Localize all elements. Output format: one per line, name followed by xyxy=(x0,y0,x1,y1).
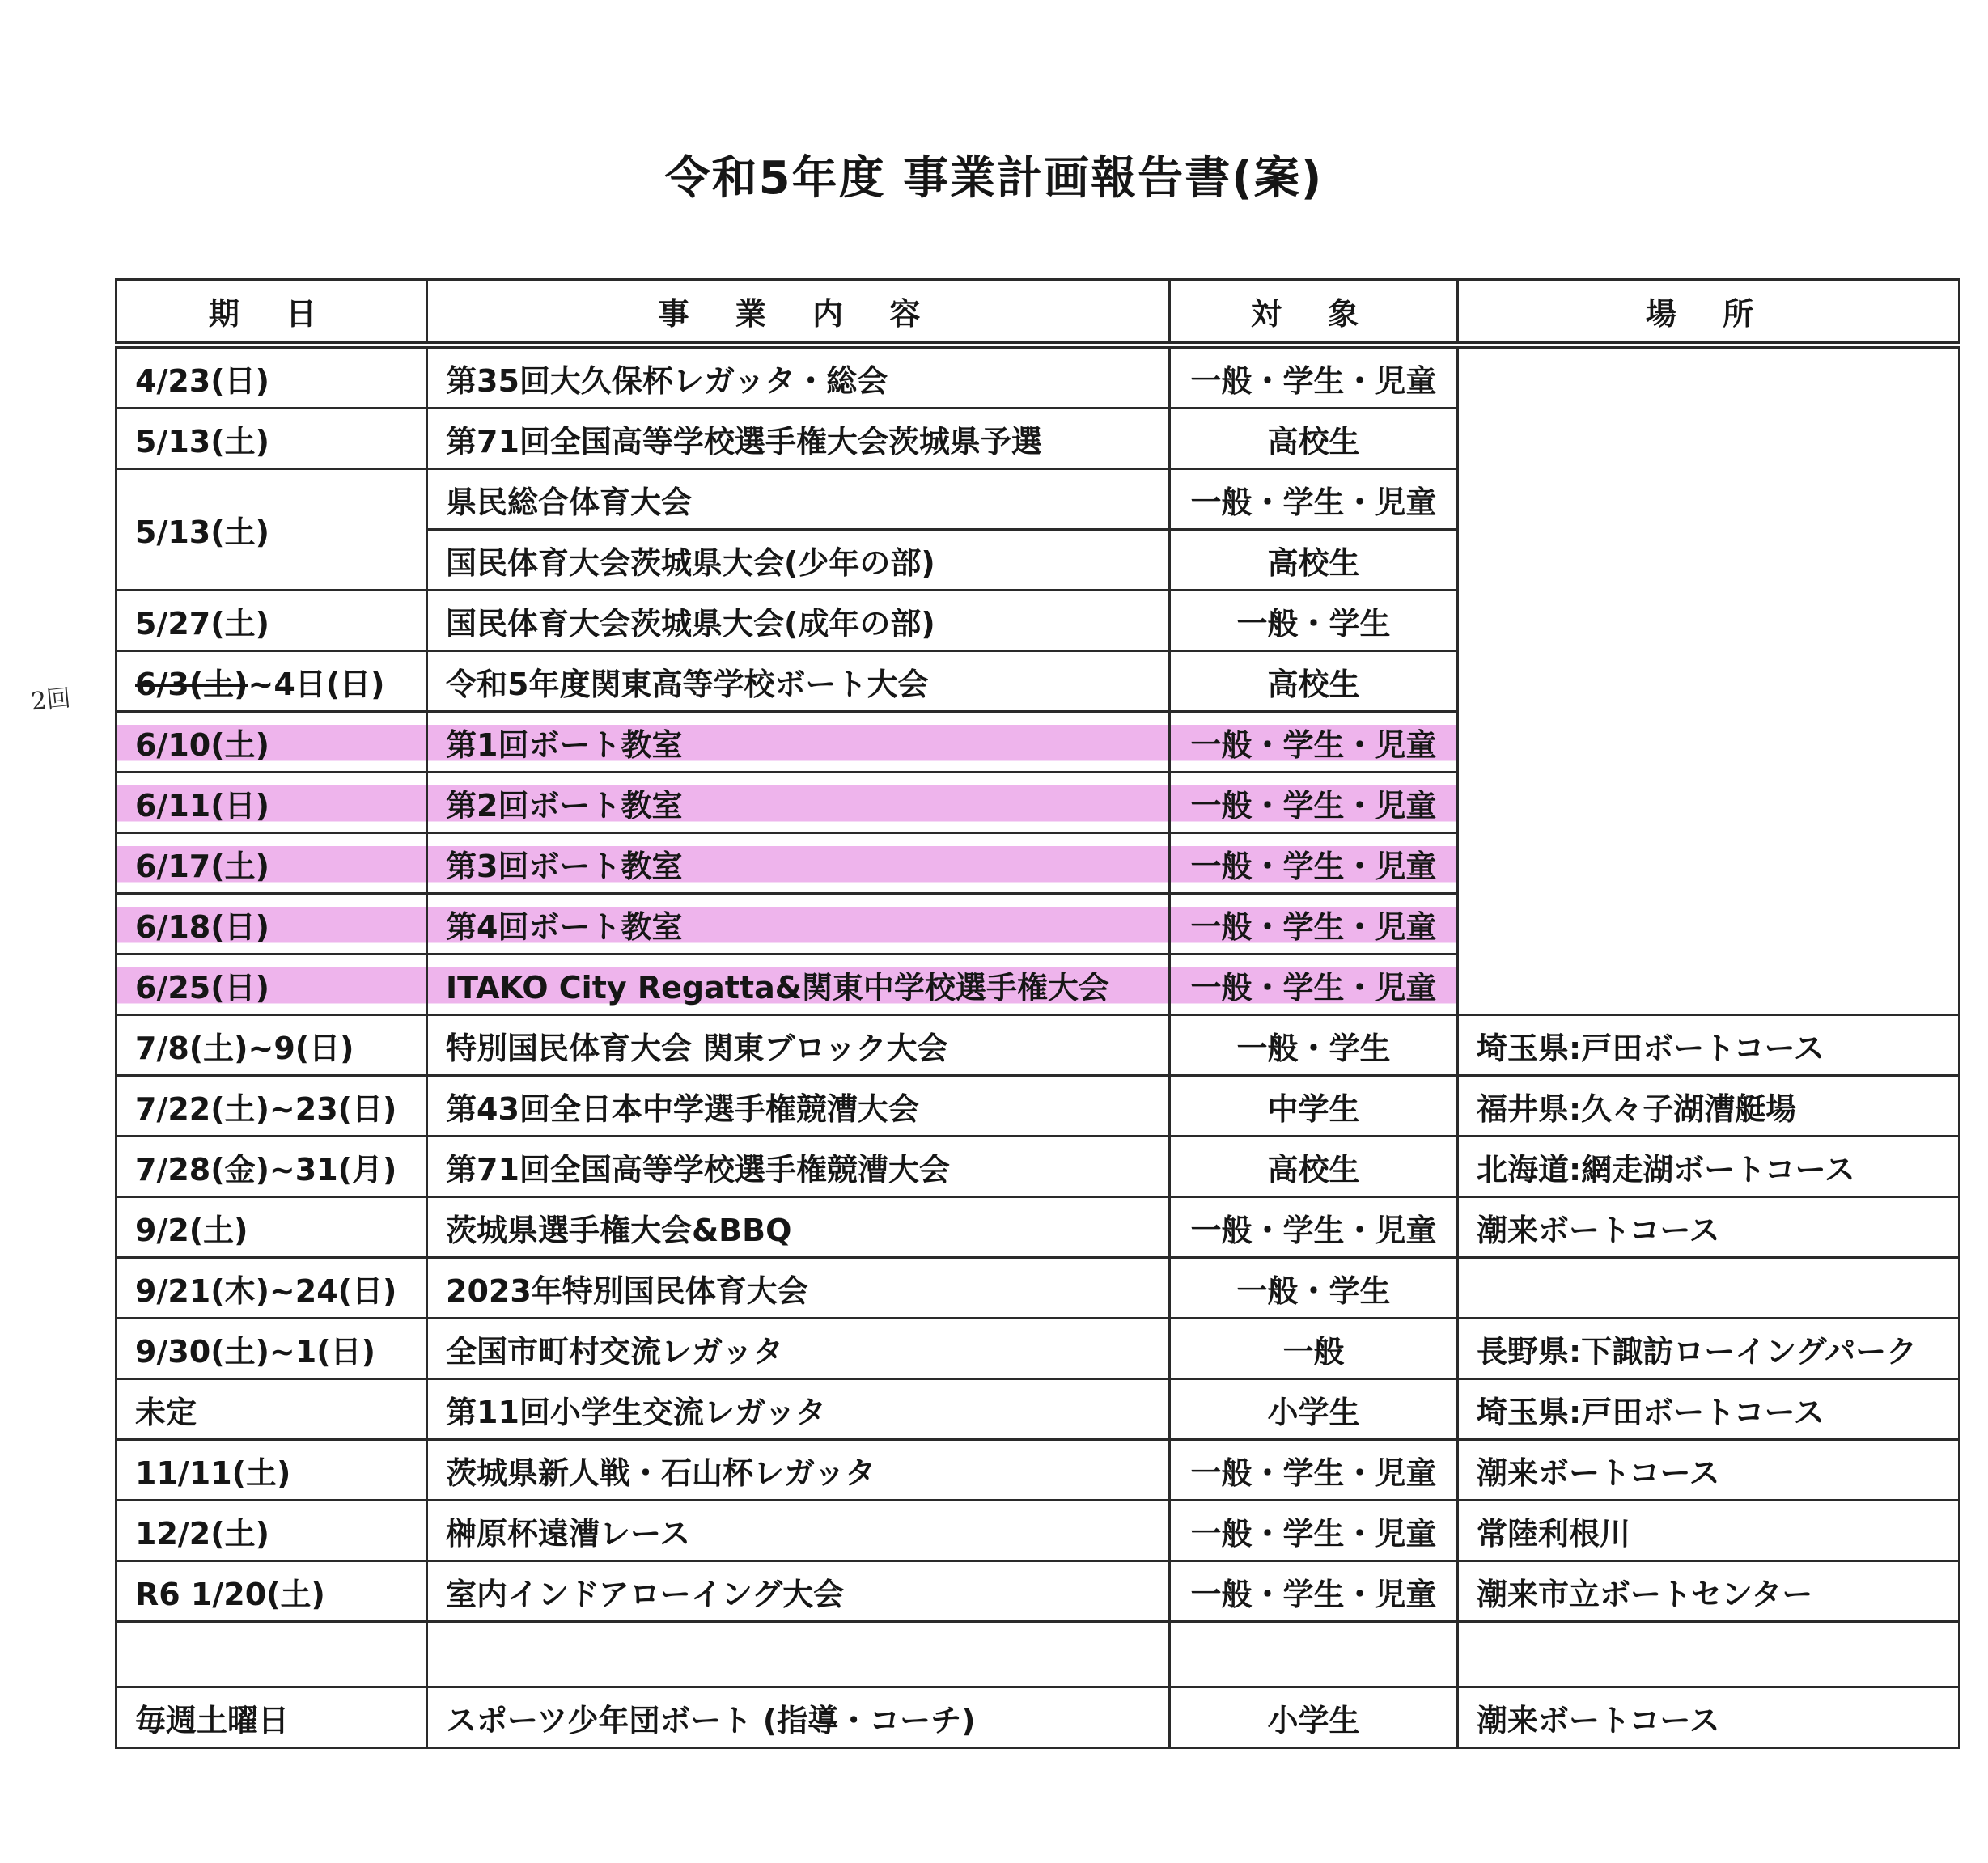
table-row xyxy=(117,345,1960,409)
date-cell: R6 1/20(土) xyxy=(117,1561,427,1622)
target-cell: 一般・学生 xyxy=(1170,591,1458,651)
table-row xyxy=(117,1687,1960,1748)
target-cell: 一般・学生・児童 xyxy=(1170,773,1458,833)
table-row xyxy=(117,1076,1960,1137)
target-cell: 小学生 xyxy=(1170,1379,1458,1440)
struck-date: 6/3(土) xyxy=(135,666,248,702)
event-cell: 室内インドアローイング大会 xyxy=(427,1561,1170,1622)
event-cell: 榊原杯遠漕レース xyxy=(427,1501,1170,1561)
target-cell: 高校生 xyxy=(1170,530,1458,591)
event-cell: 特別国民体育大会 関東ブロック大会 xyxy=(427,1015,1170,1076)
date-cell: 6/10(土) xyxy=(117,712,427,773)
target-cell: 一般・学生・児童 xyxy=(1170,894,1458,955)
date-cell: 5/13(土) xyxy=(117,409,427,469)
target-cell: 一般・学生・児童 xyxy=(1170,1501,1458,1561)
table-row-empty xyxy=(117,1622,1960,1687)
header-target: 対 象 xyxy=(1170,280,1458,345)
document-title: 令和5年度 事業計画報告書(案) xyxy=(664,151,1324,205)
event-cell: 第71回全国高等学校選手権競漕大会 xyxy=(427,1137,1170,1197)
event-cell: 第11回小学生交流レガッタ xyxy=(427,1379,1170,1440)
event-cell: 第71回全国高等学校選手権大会茨城県予選 xyxy=(427,409,1170,469)
table-row xyxy=(117,1440,1960,1501)
date-cell: 12/2(土) xyxy=(117,1501,427,1561)
table-row xyxy=(117,1379,1960,1440)
target-cell: 高校生 xyxy=(1170,651,1458,712)
table-row xyxy=(117,1258,1960,1319)
date-cell: 11/11(土) xyxy=(117,1440,427,1501)
date-cell xyxy=(117,651,427,712)
target-cell: 一般・学生・児童 xyxy=(1170,1440,1458,1501)
target-cell: 高校生 xyxy=(1170,1137,1458,1197)
event-cell: ITAKO City Regatta&関東中学校選手権大会 xyxy=(427,955,1170,1015)
header-date: 期 日 xyxy=(117,280,427,345)
target-cell: 一般 xyxy=(1170,1319,1458,1379)
date-cell: 6/11(日) xyxy=(117,773,427,833)
date-cell: 6/18(日) xyxy=(117,894,427,955)
target-cell: 小学生 xyxy=(1170,1687,1458,1748)
event-cell: 2023年特別国民体育大会 xyxy=(427,1258,1170,1319)
date-cell: 7/22(土)~23(日) xyxy=(117,1076,427,1137)
schedule-table xyxy=(115,278,1960,1749)
event-cell: 第4回ボート教室 xyxy=(427,894,1170,955)
event-cell: 第43回全日本中学選手権競漕大会 xyxy=(427,1076,1170,1137)
target-cell: 一般・学生・児童 xyxy=(1170,712,1458,773)
table-row xyxy=(117,1137,1960,1197)
place-cell: 長野県:下諏訪ローイングパーク xyxy=(1458,1319,1960,1379)
date-cell: 9/30(土)~1(日) xyxy=(117,1319,427,1379)
target-cell: 一般・学生・児童 xyxy=(1170,833,1458,894)
date-cell: 6/25(日) xyxy=(117,955,427,1015)
date-cell xyxy=(117,1622,427,1687)
event-cell xyxy=(427,1622,1170,1687)
place-cell: 北海道:網走湖ボートコース xyxy=(1458,1137,1960,1197)
target-cell: 一般・学生・児童 xyxy=(1170,469,1458,530)
place-cell: 潮来ボートコース xyxy=(1458,1440,1960,1501)
target-cell xyxy=(1170,1622,1458,1687)
header-place: 場 所 xyxy=(1458,280,1960,345)
event-cell: 第35回大久保杯レガッタ・総会 xyxy=(427,345,1170,409)
table-row xyxy=(117,1561,1960,1622)
event-cell: スポーツ少年団ボート (指導・コーチ) xyxy=(427,1687,1170,1748)
event-cell: 全国市町村交流レガッタ xyxy=(427,1319,1170,1379)
target-cell: 一般・学生・児童 xyxy=(1170,1561,1458,1622)
event-cell: 第2回ボート教室 xyxy=(427,773,1170,833)
place-cell: 埼玉県:戸田ボートコース xyxy=(1458,1015,1960,1076)
date-cell: 9/2(土) xyxy=(117,1197,427,1258)
place-cell: 福井県:久々子湖漕艇場 xyxy=(1458,1076,1960,1137)
date-cell: 5/13(土) xyxy=(117,469,427,591)
table-row xyxy=(117,1319,1960,1379)
event-cell: 県民総合体育大会 xyxy=(427,469,1170,530)
table-row xyxy=(117,1197,1960,1258)
event-cell: 令和5年度関東高等学校ボート大会 xyxy=(427,651,1170,712)
place-cell: 常陸利根川 xyxy=(1458,1501,1960,1561)
date-cell: 5/27(土) xyxy=(117,591,427,651)
date-cell: 未定 xyxy=(117,1379,427,1440)
event-cell: 茨城県新人戦・石山杯レガッタ xyxy=(427,1440,1170,1501)
place-cell xyxy=(1458,1622,1960,1687)
target-cell: 一般・学生 xyxy=(1170,1258,1458,1319)
target-cell: 高校生 xyxy=(1170,409,1458,469)
place-cell-merged xyxy=(1458,345,1960,1015)
date-cell: 7/28(金)~31(月) xyxy=(117,1137,427,1197)
target-cell: 一般・学生 xyxy=(1170,1015,1458,1076)
place-cell: 潮来市立ボートセンター xyxy=(1458,1561,1960,1622)
date-cell: 9/21(木)~24(日) xyxy=(117,1258,427,1319)
target-cell: 一般・学生・児童 xyxy=(1170,1197,1458,1258)
target-cell: 中学生 xyxy=(1170,1076,1458,1137)
date-cell: 7/8(土)~9(日) xyxy=(117,1015,427,1076)
event-cell: 国民体育大会茨城県大会(少年の部) xyxy=(427,530,1170,591)
event-cell: 第3回ボート教室 xyxy=(427,833,1170,894)
date-cell: 毎週土曜日 xyxy=(117,1687,427,1748)
target-cell: 一般・学生・児童 xyxy=(1170,345,1458,409)
header-event: 事 業 内 容 xyxy=(427,280,1170,345)
date-cell: 4/23(日) xyxy=(117,345,427,409)
handwritten-note: 2回 xyxy=(29,684,73,717)
draft-mark: 案 xyxy=(1253,151,1301,205)
event-cell: 茨城県選手権大会&BBQ xyxy=(427,1197,1170,1258)
place-cell: 潮来ボートコース xyxy=(1458,1197,1960,1258)
target-cell: 一般・学生・児童 xyxy=(1170,955,1458,1015)
table-row xyxy=(117,1501,1960,1561)
place-cell: 潮来ボートコース xyxy=(1458,1687,1960,1748)
place-cell: 埼玉県:戸田ボートコース xyxy=(1458,1379,1960,1440)
date-rest: ~4日(日) xyxy=(248,666,385,702)
event-cell: 国民体育大会茨城県大会(成年の部) xyxy=(427,591,1170,651)
header-row xyxy=(117,280,1960,345)
place-cell xyxy=(1458,1258,1960,1319)
table-row xyxy=(117,1015,1960,1076)
date-cell: 6/17(土) xyxy=(117,833,427,894)
event-cell: 第1回ボート教室 xyxy=(427,712,1170,773)
